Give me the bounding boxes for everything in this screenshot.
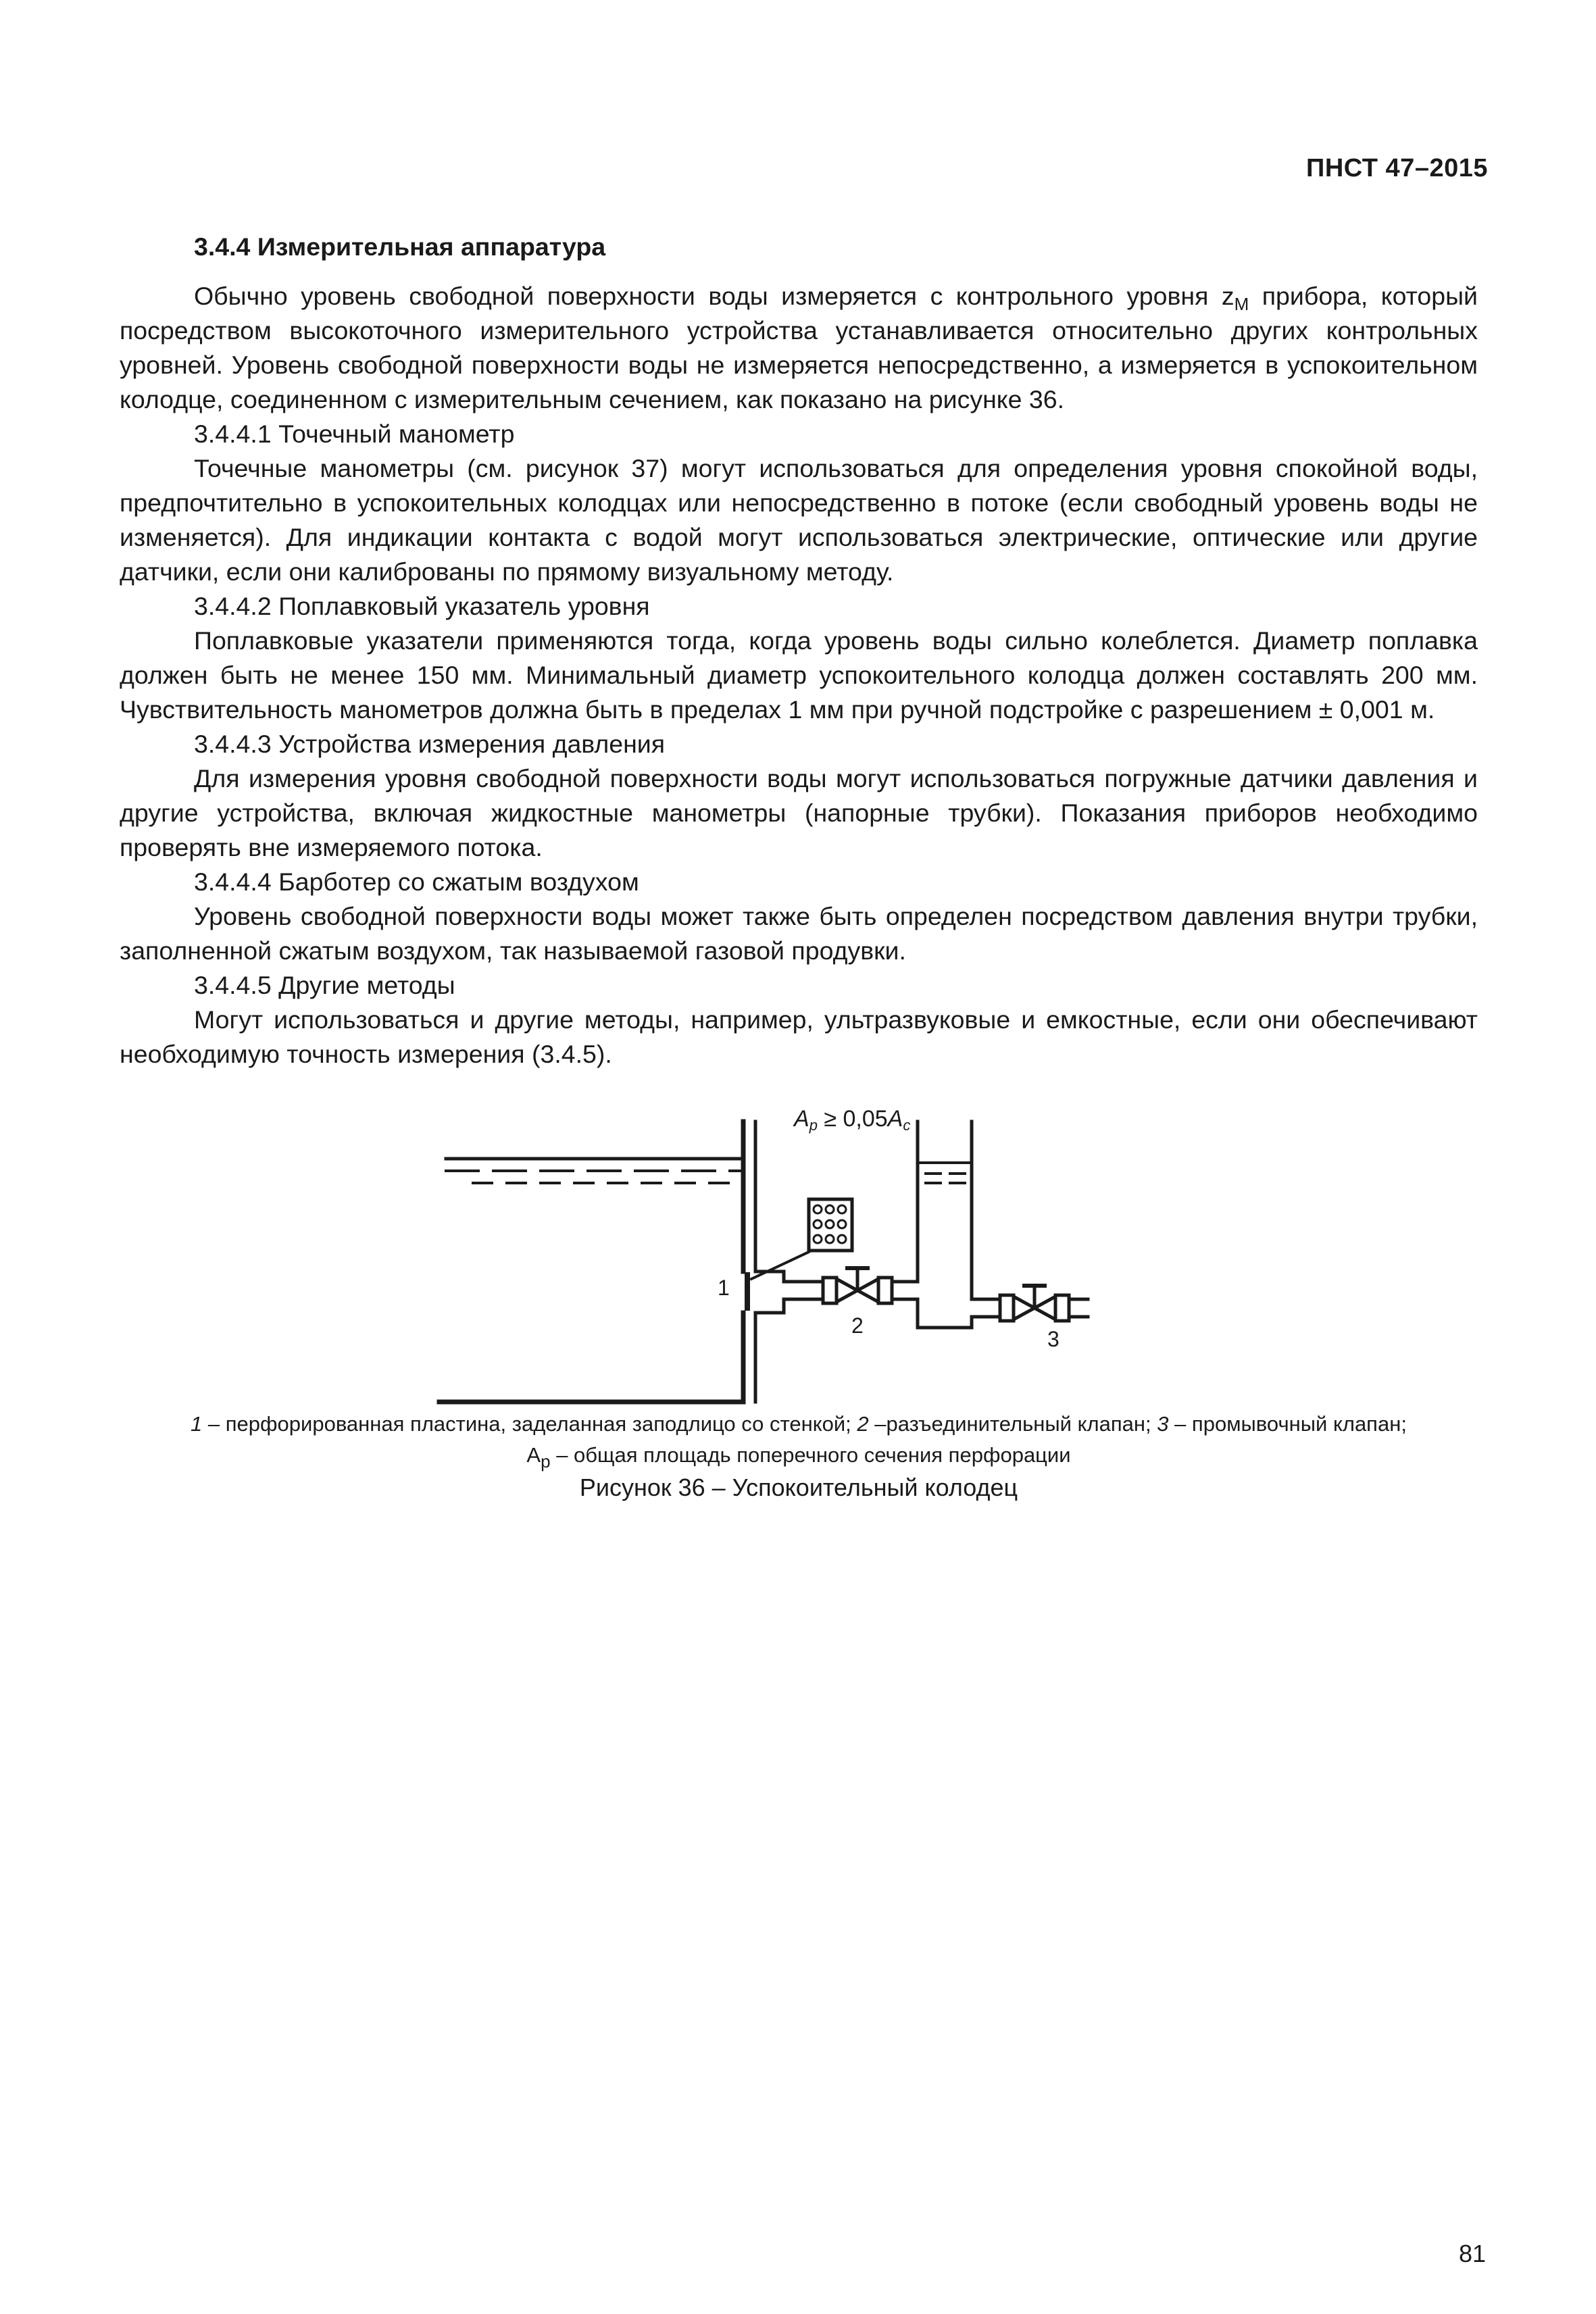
diagram-svg bbox=[405, 1098, 1149, 1415]
stilling-well-diagram bbox=[405, 1098, 1149, 1415]
subsection-heading: 3.4.4.2 Поплавковый указатель уровня bbox=[194, 592, 650, 620]
intro-paragraph: Обычно уровень свободной поверхности воды измеряется с контрольного уровня $z_М$ прибора, который посредством высокоточного измерительного устройства устанавливается относительно других контрольных уровней. Уровень свободной поверхности воды не измеряется непосредственно, а измеряется в успокоительном колодце, соединенном с измерительным сечением, как показано на рисунке 36. bbox=[120, 282, 1478, 413]
subsection-heading: 3.4.4.4 Барботер со сжатым воздухом bbox=[194, 867, 639, 896]
subsection-heading: 3.4.4.3 Устройства измерения давления bbox=[194, 730, 666, 758]
subsection-heading: 3.4.4.1 Точечный манометр bbox=[194, 420, 515, 448]
valve-3-flange-right bbox=[1055, 1295, 1069, 1321]
label-3: 3 bbox=[1047, 1327, 1059, 1351]
page-content bbox=[120, 230, 1478, 1072]
valve-2-flange-right bbox=[878, 1278, 892, 1303]
label-1: 1 bbox=[718, 1276, 730, 1300]
subsection-text: Уровень свободной поверхности воды может также быть определен посредством давления внутри трубки, заполненной сжатым воздухом, так называемой газовой продувки. bbox=[120, 902, 1478, 965]
figure-caption bbox=[120, 1409, 1478, 1505]
perforation-holes bbox=[814, 1205, 846, 1243]
section-title: 3.4.4 Измерительная аппаратура bbox=[194, 232, 606, 261]
figure-title: Рисунок 36 – Успокоительный колодец bbox=[579, 1474, 1018, 1501]
valve-3-flange-left bbox=[1000, 1295, 1014, 1321]
label-2: 2 bbox=[851, 1313, 864, 1338]
document-id: ПНСТ 47–2015 bbox=[1306, 154, 1488, 182]
valve-2-flange-left bbox=[823, 1278, 837, 1303]
subsection-heading: 3.4.4.5 Другие методы bbox=[194, 971, 455, 999]
subsection-text: Для измерения уровня свободной поверхности воды могут использоваться погружные датчики давления и другие устройства, включая жидкостные манометры (напорные трубки). Показания приборов необходимо проверять вне измеряемого потока. bbox=[120, 764, 1478, 861]
figure-legend-ap: $A_p$ – общая площадь поперечного сечения перфорации bbox=[526, 1443, 1071, 1472]
page-number: 81 bbox=[1458, 2240, 1486, 2267]
subsection-text: Точечные манометры (см. рисунок 37) могут использоваться для определения уровня спокойной воды, предпочтительно в успокоительных колодцах или непосредственно в потоке (если свободный уровень воды не изменяется). Для индикации контакта с водой могут использоваться электрические, оптические или другие датчики, если они калиброваны по прямому визуальному методу. bbox=[120, 454, 1478, 586]
formula-label: Ap ≥ 0,05Ac bbox=[794, 1106, 911, 1134]
perforation-leader bbox=[751, 1252, 809, 1279]
figure-legend: 1 – перфорированная пластина, заделанная заподлицо со стенкой; 2 –разъединительный клапан; 3 – промывочный клапан; bbox=[191, 1412, 1407, 1436]
subsection-text: Поплавковые указатели применяются тогда, когда уровень воды сильно колеблется. Диаметр поплавка должен быть не менее 150 мм. Минимальный диаметр успокоительного колодца должен составлять 200 мм. Чувствительность манометров должна быть в пределах 1 мм при ручной подстройке с разрешением ± 0,001 м. bbox=[120, 626, 1478, 724]
subsection-text: Могут использоваться и другие методы, например, ультразвуковые и емкостные, если они обеспечивают необходимую точность измерения (3.4.5). bbox=[120, 1005, 1478, 1068]
